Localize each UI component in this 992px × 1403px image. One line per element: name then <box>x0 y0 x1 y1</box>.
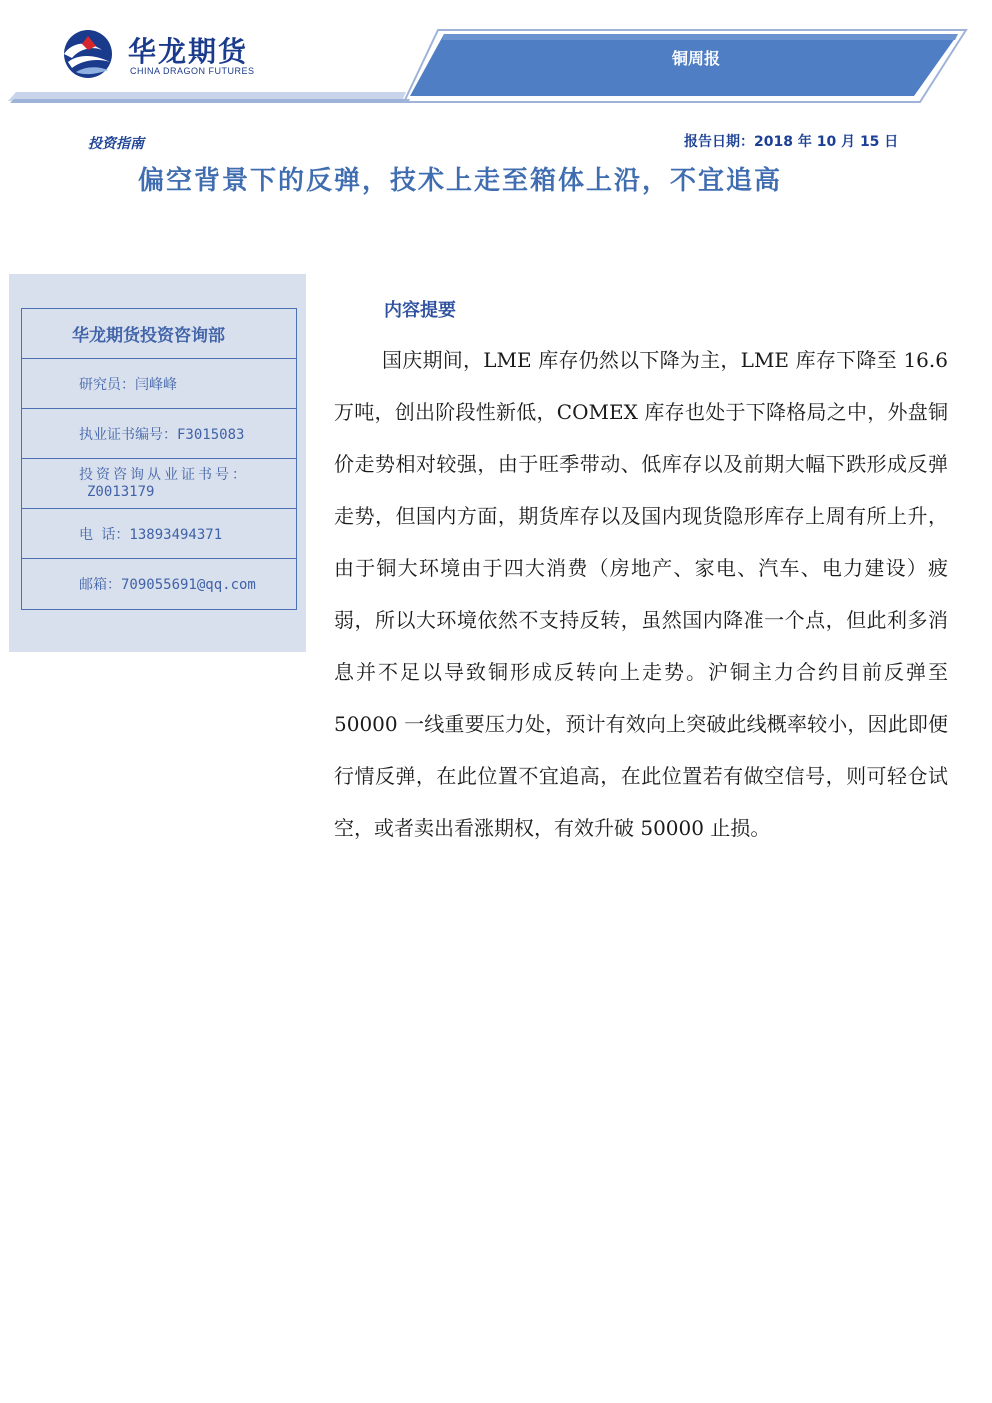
summary-heading: 内容提要 <box>384 300 456 321</box>
report-type-label: 铜周报 <box>672 49 721 68</box>
brand-name: 华龙期货 <box>128 35 249 68</box>
consult-license-label: 投资咨询从业证书号： <box>79 466 249 483</box>
category-label: 投资指南 <box>88 136 144 152</box>
dragon-logo-icon <box>58 28 118 80</box>
phone-row: 电 话：13893494371 <box>22 509 296 559</box>
report-date: 报告日期：2018 年 10 月 15 日 <box>684 134 899 150</box>
brand-name-english: CHINA DRAGON FUTURES <box>130 66 255 76</box>
sidebar-panel <box>9 274 306 652</box>
contact-table <box>21 308 297 610</box>
email-row: 邮箱：709055691@qq.com <box>79 577 256 593</box>
license-row: 执业证书编号：F3015083 <box>22 409 296 459</box>
summary-paragraph: 国庆期间，LME 库存仍然以下降为主，LME 库存下降至 16.6 万吨，创出阶段性新低，COMEX 库存也处于下降格局之中，外盘铜价走势相对较强，由于旺季带动、低库存以及前期大幅下跌形成反弹走势，但国内方面，期货库存以及国内现货隐形库存上周有所上升，由于铜大环境由于四大消费（房地产、家电、汽车、电力建设）疲弱，所以大环境依然不支持反转，虽然国内降准一个点，但此利多消息并不足以导致铜形成反转向上走势。沪铜主力合约目前反弹至 50000 一线重要压力处，预计有效向上突破此线概率较小，因此即便行情反弹，在此位置不宜追高，在此位置若有做空信号，则可轻仓试空，或者卖出看涨期权，有效升破 50000 止损。 <box>334 348 948 840</box>
page-title: 偏空背景下的反弹，技术上走至箱体上沿，不宜追高 <box>138 166 783 196</box>
consult-license-value: Z0013179 <box>87 483 155 500</box>
researcher-row: 研究员：闫峰峰 <box>22 359 296 409</box>
department-title: 华龙期货投资咨询部 <box>22 309 296 359</box>
consult-license-row <box>22 459 296 509</box>
